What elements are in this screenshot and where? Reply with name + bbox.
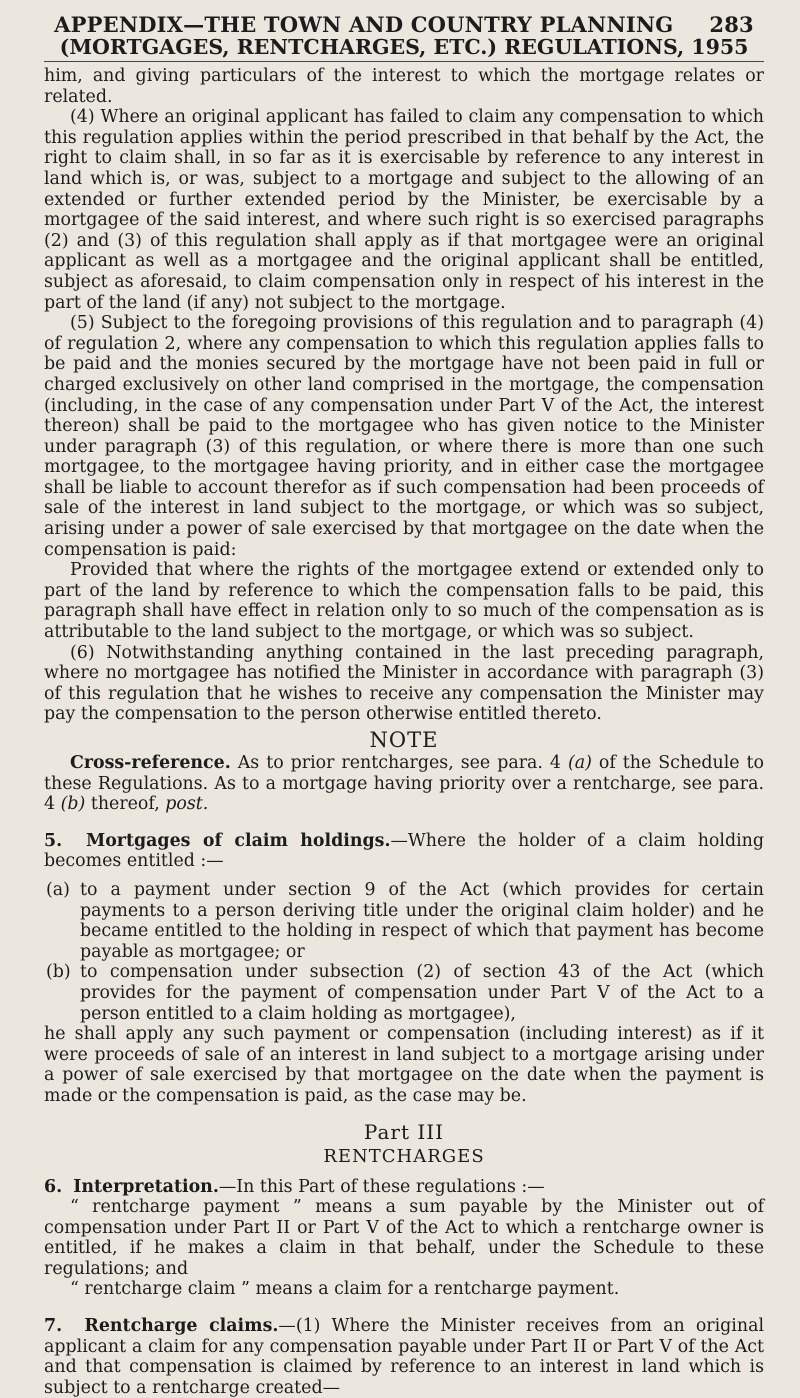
note-text: Cross-reference. As to prior rentcharges, see para. 4 (a) of the Schedule to these Regulations. As to a mortgage having priority over a rentcharge, see para. 4 (b) thereof, post. (44, 753, 764, 815)
section-5-number: 5. (44, 830, 63, 851)
section-5-title: Mortgages of claim holdings. (85, 830, 391, 851)
list-item: (a) to a payment under section 9 of the Act (which provides for certain payments to a person deriving title under the original claim holder) and he became entitled to the holding in respect of which that payment has become payable as mortgagee; or (46, 879, 764, 962)
section-6-title: Interpretation. (73, 1176, 219, 1197)
note-heading: NOTE (369, 728, 439, 752)
running-header (44, 14, 764, 59)
proviso-paragraph: Provided that where the rights of the mortgagee extend or extended only to part of the land by reference to which the compensation falls to be paid, this paragraph shall have effect in relation only to so much of the compensation as is attributable to the land subject to the mortgage, or which was so subject. (44, 560, 764, 643)
section-7-number: 7. (44, 1316, 63, 1337)
section-7-title: Rentcharge claims. (84, 1316, 279, 1337)
section-6: 6. Interpretation.—In this Part of these regulations :— (44, 1176, 545, 1197)
section-5-items (44, 880, 764, 1024)
header-line-2: (MORTGAGES, RENTCHARGES, ETC.) REGULATIONS, 1955 (59, 35, 749, 59)
definition-rentcharge-payment: “ rentcharge payment ” means a sum payable by the Minister out of compensation under Part II or Part V of the Act to which a rentcharge owner is entitled, if he makes a claim in that behalf, under the Schedule to these regulations; and (44, 1197, 764, 1279)
part-subheading: RENTCHARGES (323, 1145, 485, 1167)
paragraph-6: (6) Notwithstanding anything contained in the last preceding paragraph, where no mortgagee has notified the Minister in accordance with paragraph (3) of this regulation that he wishes to receive any compensation the Minister may pay the compensation to the person otherwise entitled thereto. (44, 642, 764, 725)
header-title: APPENDIX—THE TOWN AND COUNTRY PLANNING (54, 12, 674, 37)
list-item: (b) to compensation under subsection (2) of section 43 of the Act (which provides for the payment of compensation under Part V of the Act to a person entitled to a claim holding as mortgagee), (46, 962, 764, 1024)
note-title: Cross-reference. (70, 753, 231, 773)
section-6-number: 6. (44, 1176, 63, 1197)
paragraph-5: (5) Subject to the foregoing provisions of this regulation and to paragraph (4) of regulation 2, where any compensation to which this regulation applies falls to be paid and the monies secured by the mortgage have not been paid in full or charged exclusively on other land comprised in the mortgage, the compensation (including, in the case of any compensation under Part V of the Act, the interest thereon) shall be paid to the mortgagee who has given notice to the Minister under paragraph (3) of this regulation, or where there is more than one such mortgagee, to the mortgagee having priority, and in either case the mortgagee shall be liable to account therefor as if such compensation had been proceeds of sale of the interest in land subject to the mortgage, or which was so subject, arising under a power of sale exercised by that mortgagee on the date when the compensation is paid: (44, 313, 764, 560)
header-rule (44, 61, 764, 62)
section-5-tail: he shall apply any such payment or compensation (including interest) as if it were proceeds of sale of an interest in land subject to a mortgage arising under a power of sale exercised by that mortgagee on the date when the payment is made or the compensation is paid, as the case may be. (44, 1024, 764, 1106)
paragraph-4: (4) Where an original applicant has failed to claim any compensation to which this regulation applies within the period prescribed in that behalf by the Act, the right to claim shall, in so far as it is exercisable by reference to any interest in land which is, or was, subject to a mortgage and subject to the allowing of an extended or further extended period by the Minister, be exercisable by a mortgagee of the said interest, and where such right is so exercised paragraphs (2) and (3) of this regulation shall apply as if that mortgagee were an original applicant as well as a mortgagee and the original applicant shall be entitled, subject as aforesaid, to claim compensation only in respect of his interest in the part of the land (if any) not subject to the mortgage. (44, 107, 764, 313)
definition-rentcharge-claim: “ rentcharge claim ” means a claim for a rentcharge payment. (70, 1279, 620, 1300)
continued-paragraph: him, and giving particulars of the interest to which the mortgage relates or related. (44, 66, 764, 107)
page-number: 283 (709, 12, 754, 37)
section-5: 5. Mortgages of claim holdings.—Where the holder of a claim holding becomes entitled :— (44, 830, 764, 872)
part-heading: Part III (363, 1119, 445, 1144)
header-line-1 (44, 14, 764, 36)
section-7: 7. Rentcharge claims.—(1) Where the Minister receives from an original applicant a claim for any compensation payable under Part II or Part V of the Act and that compensation is claimed by reference to an interest in land which is subject to a rentcharge created— (44, 1316, 765, 1398)
